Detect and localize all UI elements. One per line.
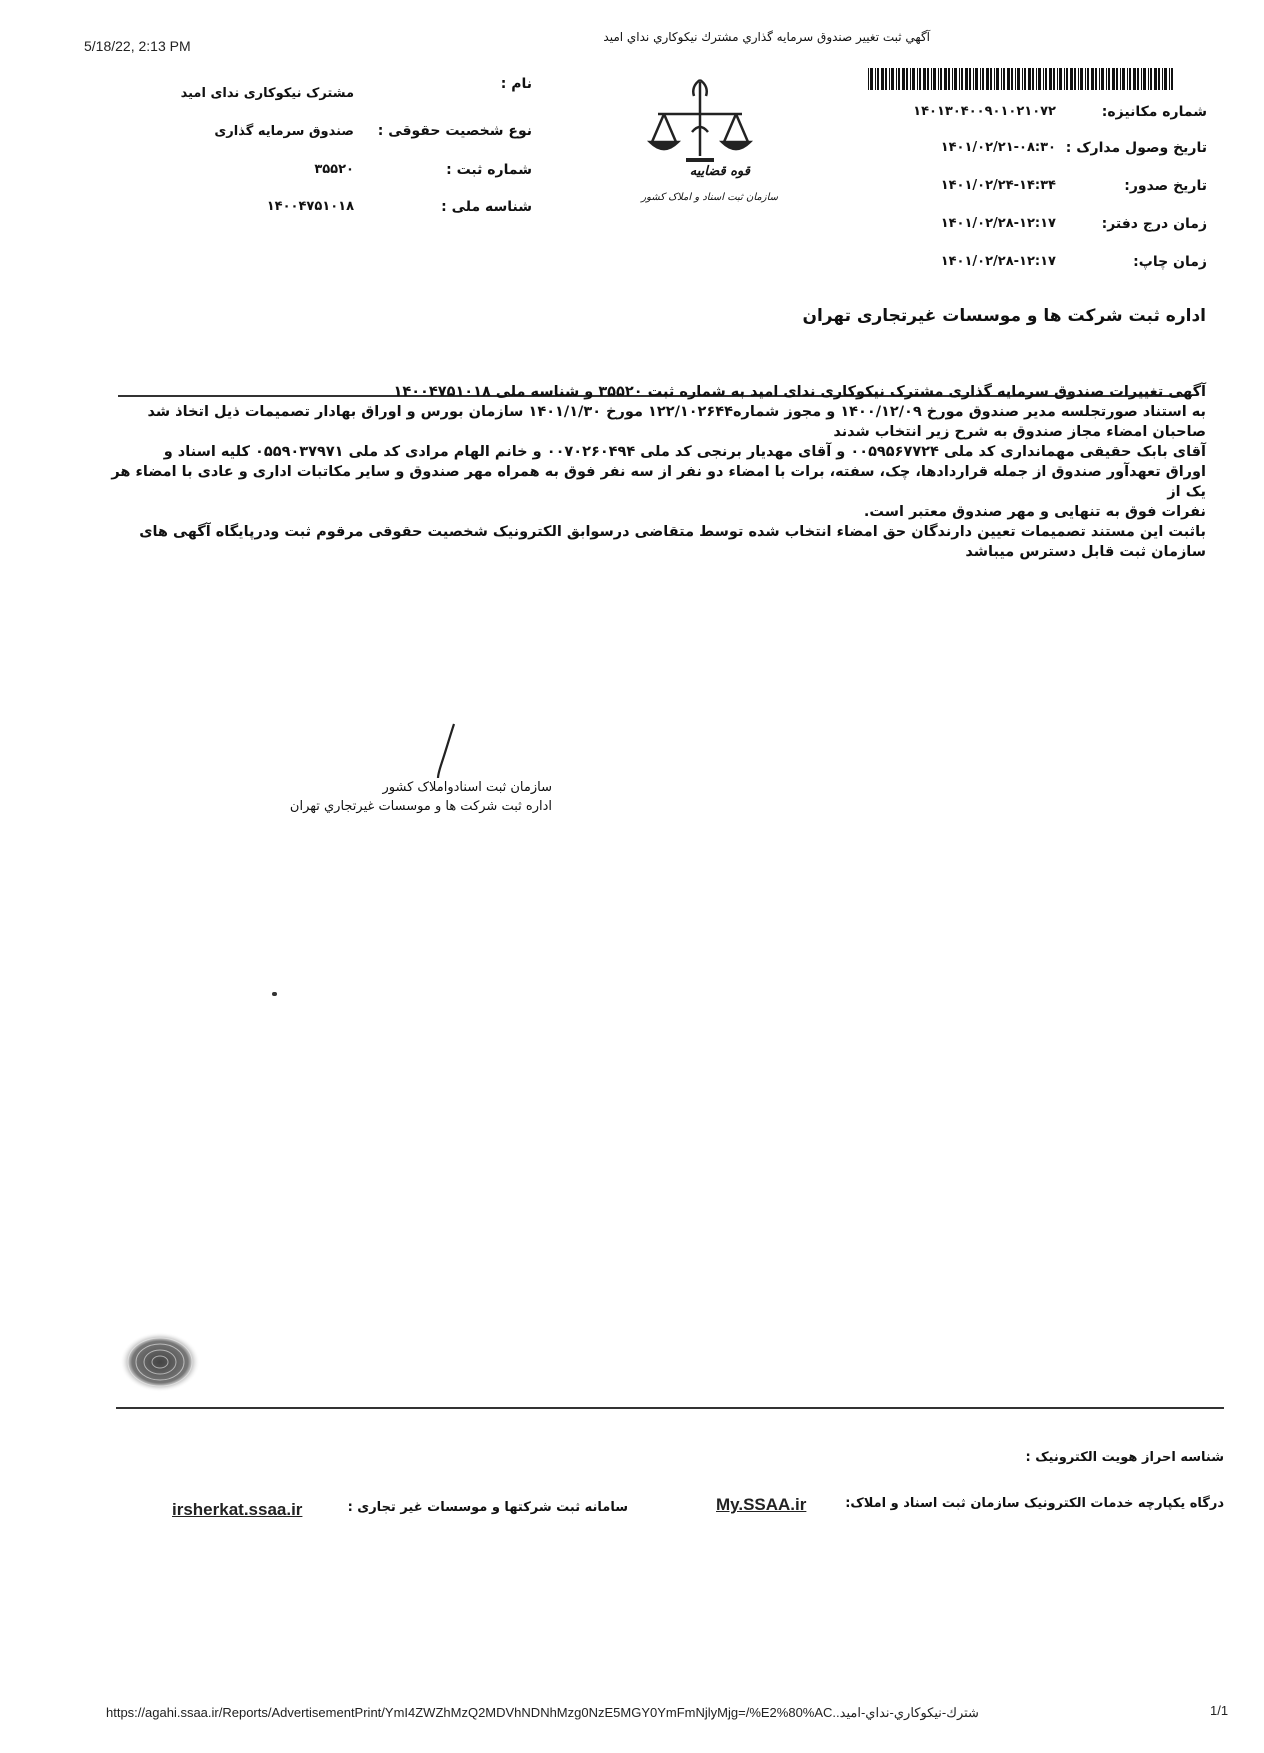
barcode-bar (1162, 68, 1163, 90)
eid-label: شناسه احراز هویت الکترونیک : (1025, 1450, 1224, 1465)
office-title: اداره ثبت شرکت ها و موسسات غیرتجاری تهران (802, 306, 1206, 326)
issue-date-label: تاریخ صدور: (1124, 178, 1207, 194)
system-link[interactable]: irsherkat.ssaa.ir (172, 1500, 303, 1519)
notice-line: نفرات فوق به تنهایی و مهر صندوق معتبر است. (863, 504, 1206, 520)
barcode-bar (982, 68, 984, 90)
barcode-bar (961, 68, 963, 90)
print-time-value: ۱۴۰۱/۰۲/۲۸-۱۲:۱۷ (940, 254, 1056, 269)
barcode-bar (940, 68, 942, 90)
barcode-bar (917, 68, 918, 90)
print-datetime: 5/18/22, 2:13 PM (84, 38, 191, 54)
barcode-bar (1143, 68, 1146, 90)
page-url-path: https://agahi.ssaa.ir/Reports/AdvertisementPrint/YmI4ZWZhMzQ2MDVhNDNhMzg0NzE5MGY0YmFmNjlyMjg=/%E2%80%AC (106, 1705, 833, 1720)
barcode-bar (1024, 68, 1026, 90)
signature-office: اداره ثبت شرکت ها و موسسات غیرتجاري تهران (289, 799, 552, 814)
barcode-bar (1129, 68, 1131, 90)
barcode-bar (889, 68, 890, 90)
barcode-bar (1080, 68, 1083, 90)
barcode-bar (912, 68, 915, 90)
barcode-bar (980, 68, 981, 90)
document-title: آگهي ثبت تغيير صندوق سرمايه گذاري مشترك نيكوكاري نداي اميد (603, 30, 930, 44)
barcode-bar (1043, 68, 1044, 90)
barcode-bar (973, 68, 974, 90)
notice-line: به استناد صورتجلسه مدیر صندوق مورخ ۱۴۰۰/۱۲/۰۹ و مجوز شماره۱۲۲/۱۰۲۶۴۴ مورخ ۱۴۰۱/۱/۳۰ سازمان بورس و اوراق بهادار تصمیمات ذیل اتخاذ شد (147, 404, 1206, 420)
mechanized-number-value: ۱۴۰۱۳۰۴۰۰۹۰۱۰۲۱۰۷۲ (913, 104, 1056, 119)
barcode-bar (931, 68, 932, 90)
print-time-label: زمان چاپ: (1133, 254, 1207, 270)
barcode-bar (944, 68, 947, 90)
barcode-bar (959, 68, 960, 90)
page-url (106, 1705, 979, 1721)
barcode-bar (1070, 68, 1073, 90)
barcode-bar (965, 68, 968, 90)
barcode-bar (910, 68, 911, 90)
national-id-label: شناسه ملی : (441, 199, 532, 215)
barcode-bar (969, 68, 971, 90)
barcode-bar (1078, 68, 1079, 90)
barcode-bar (1022, 68, 1023, 90)
barcode-bar (1036, 68, 1037, 90)
barcode-bar (1066, 68, 1068, 90)
legal-type-value: صندوق سرمایه گذاری (214, 124, 354, 139)
barcode-bar (898, 68, 900, 90)
barcode-bar (919, 68, 921, 90)
ink-speck (272, 992, 277, 996)
barcode-bar (996, 68, 999, 90)
name-value: مشترک نیکوکاری ندای امید (180, 86, 354, 101)
barcode-bar (1099, 68, 1100, 90)
barcode-bar (877, 68, 879, 90)
barcode-bar (906, 68, 908, 90)
barcode-bar (1007, 68, 1010, 90)
fingerprint-icon (118, 1330, 202, 1394)
barcode-bar (952, 68, 953, 90)
barcode-bar (885, 68, 887, 90)
barcode-bar (1091, 68, 1094, 90)
barcode-bar (1053, 68, 1055, 90)
reg-number-label: شماره ثبت : (446, 162, 532, 178)
barcode (868, 68, 1178, 90)
barcode-bar (1003, 68, 1005, 90)
barcode-bar (1108, 68, 1110, 90)
barcode-bar (1154, 68, 1157, 90)
barcode-bar (1011, 68, 1013, 90)
handwritten-signature (432, 722, 462, 780)
barcode-bar (986, 68, 989, 90)
portal-label: درگاه یکپارچه خدمات الکترونیک سازمان ثبت اسناد و املاک: (845, 1496, 1224, 1511)
barcode-bar (1101, 68, 1104, 90)
mechanized-number-label: شماره مکانیزه: (1101, 104, 1207, 120)
docs-received-value: ۱۴۰۱/۰۲/۲۱-۰۸:۳۰ (940, 140, 1056, 155)
notice-line: باثبت این مستند تصمیمات تعیین دارندگان حق امضاء انتخاب شده توسط متقاضی درسوابق الکترونیک شخصیت حقوقی مرقوم ثبت ودرپایگاه آگهی های (139, 524, 1206, 540)
signature-org: سازمان ثبت اسنادواملاک کشور (382, 780, 552, 795)
barcode-bar (990, 68, 992, 90)
barcode-bar (994, 68, 995, 90)
barcode-bar (1120, 68, 1121, 90)
barcode-bar (1112, 68, 1115, 90)
notice-line: صاحبان امضاء مجاز صندوق به شرح زیر انتخاب شدند (833, 424, 1206, 440)
name-label: نام : (500, 76, 532, 92)
barcode-bar (938, 68, 939, 90)
barcode-bar (1001, 68, 1002, 90)
emblem-line-1: قوه قضاییه (689, 164, 750, 179)
portal-link[interactable]: My.SSAA.ir (716, 1495, 807, 1514)
barcode-bar (896, 68, 897, 90)
notice-body (96, 382, 1206, 562)
barcode-bar (875, 68, 876, 90)
judiciary-emblem (618, 74, 778, 224)
barcode-bar (1017, 68, 1020, 90)
barcode-bar (1032, 68, 1034, 90)
barcode-bar (1038, 68, 1041, 90)
barcode-bar (1057, 68, 1058, 90)
barcode-bar (1148, 68, 1149, 90)
barcode-bar (881, 68, 884, 90)
page-url-suffix: ..شترك-نيكوكاري-نداي-اميد (832, 1705, 979, 1720)
barcode-bar (1164, 68, 1167, 90)
notice-line: آقای بابک حقیقی مهمانداری کد ملی ۰۰۵۹۵۶۷۷۲۴ و آقای مهدیار برنجی کد ملی ۰۰۷۰۲۶۰۴۹۴ و خانم الهام مرادی کد ملی ۰۵۵۹۰۳۷۹۷۱ کلیه اسناد و (163, 444, 1206, 460)
barcode-bar (1064, 68, 1065, 90)
barcode-bar (975, 68, 978, 90)
notice-line: اوراق تعهدآور صندوق از جمله قراردادها، چک، سفته، برات با امضاء دو نفر از سه نفر فوق به همراه مهر صندوق و سایر مکاتبات اداری و عادی با امضاء هر یک از (111, 464, 1206, 500)
barcode-bar (1141, 68, 1142, 90)
barcode-bar (1045, 68, 1047, 90)
issue-date-value: ۱۴۰۱/۰۲/۲۴-۱۴:۳۴ (940, 178, 1056, 193)
barcode-bar (1087, 68, 1089, 90)
barcode-bar (1169, 68, 1170, 90)
barcode-bar (954, 68, 957, 90)
footer-divider (116, 1407, 1224, 1409)
registry-time-label: زمان درج دفتر: (1101, 216, 1207, 232)
barcode-bar (1049, 68, 1052, 90)
page-number: 1/1 (1210, 1703, 1229, 1718)
signature-block (260, 778, 552, 816)
docs-received-label: تاریخ وصول مدارک : (1065, 140, 1207, 156)
reg-number-value: ۳۵۵۲۰ (314, 162, 354, 177)
barcode-bar (1085, 68, 1086, 90)
barcode-bar (1158, 68, 1160, 90)
barcode-bar (870, 68, 873, 90)
barcode-bar (923, 68, 926, 90)
barcode-bar (1116, 68, 1118, 90)
barcode-bar (1150, 68, 1152, 90)
barcode-bar (1171, 68, 1173, 90)
barcode-bar (1127, 68, 1128, 90)
notice-line: سازمان ثبت قابل دسترس میباشد (965, 544, 1206, 560)
barcode-bar (1122, 68, 1125, 90)
barcode-bar (1015, 68, 1016, 90)
barcode-bar (891, 68, 894, 90)
scales-icon (640, 74, 760, 170)
barcode-bar (1028, 68, 1031, 90)
barcode-bar (868, 68, 869, 90)
national-id-value: ۱۴۰۰۴۷۵۱۰۱۸ (266, 199, 354, 214)
barcode-bar (1095, 68, 1097, 90)
legal-type-label: نوع شخصیت حقوقی : (377, 123, 532, 139)
notice-line: آگهی تغییرات صندوق سرمایه گذاری مشترک نیکوکاری ندای امید به شماره ثبت ۳۵۵۲۰ و شناسه ملی ۱۴۰۰۴۷۵۱۰۱۸ (393, 384, 1206, 400)
barcode-bar (1137, 68, 1139, 90)
barcode-bar (1059, 68, 1062, 90)
barcode-bar (1106, 68, 1107, 90)
emblem-line-2: سازمان ثبت اسناد و املاک کشور (641, 192, 778, 203)
barcode-bar (902, 68, 905, 90)
barcode-bar (948, 68, 950, 90)
barcode-bar (1133, 68, 1136, 90)
registry-time-value: ۱۴۰۱/۰۲/۲۸-۱۲:۱۷ (940, 216, 1056, 231)
barcode-bar (927, 68, 929, 90)
system-label: سامانه ثبت شرکتها و موسسات غیر تجاری : (347, 1500, 628, 1515)
barcode-bar (1074, 68, 1076, 90)
barcode-bar (933, 68, 936, 90)
